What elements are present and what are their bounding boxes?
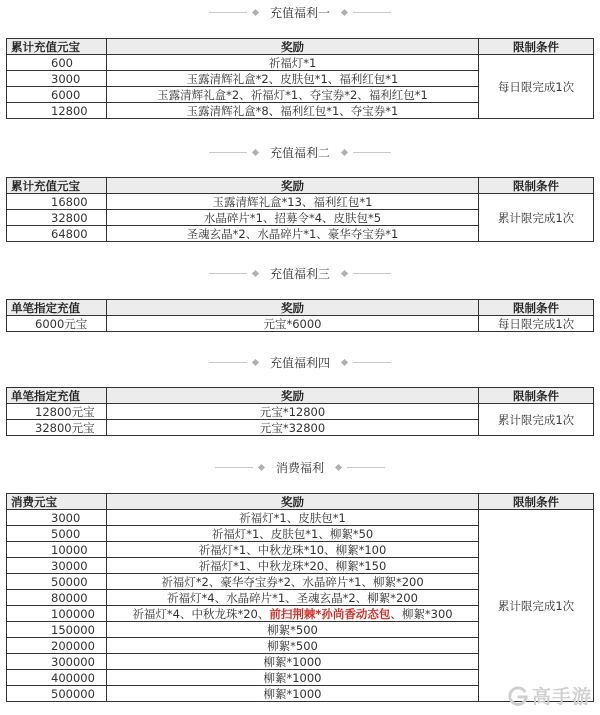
table-header: 累计充值元宝 奖励 限制条件 (7, 178, 594, 194)
table-header: 消费元宝 奖励 限制条件 (7, 494, 594, 510)
recharge-table-4 (6, 387, 594, 436)
table-row: 16800 玉露清辉礼盒*13、福利红包*1 累计限完成1次 (7, 194, 594, 210)
condition-cell: 每日限完成1次 (479, 55, 594, 119)
table-row: 400000 柳絮*1000 (7, 670, 594, 686)
table-row: 10000 祈福灯*1、中秋龙珠*10、柳絮*100 (7, 542, 594, 558)
table-row: 80000 祈福灯*4、水晶碎片*1、圣魂玄晶*2、柳絮*200 (7, 590, 594, 606)
recharge-table-1 (6, 38, 594, 119)
diamond-icon (335, 463, 342, 470)
diamond-icon (252, 8, 259, 15)
g-logo-icon (507, 685, 529, 707)
consume-table (6, 493, 594, 702)
table-row: 30000 祈福灯*1、中秋龙珠*20、柳絮*150 (7, 558, 594, 574)
table-row: 3000 玉露清辉礼盒*2、皮肤包*1、福利红包*1 (7, 71, 594, 87)
diamond-icon (258, 463, 265, 470)
diamond-icon (341, 148, 348, 155)
table-row: 100000 祈福灯*4、中秋龙珠*20、前扫荆棘*孙尚香动态包、柳絮*300 (7, 606, 594, 622)
recharge-table-3 (6, 299, 594, 332)
diamond-icon (341, 358, 348, 365)
table-row: 300000 柳絮*1000 (7, 654, 594, 670)
condition-cell: 累计限完成1次 (479, 510, 594, 702)
table-row: 12800元宝 元宝*12800 累计限完成1次 (7, 404, 594, 420)
table-row: 5000 祈福灯*1、皮肤包*1、柳絮*50 (7, 526, 594, 542)
table-row: 64800 圣魂玄晶*2、水晶碎片*1、豪华夺宝券*1 (7, 226, 594, 242)
table-row: 150000 柳絮*500 (7, 622, 594, 638)
section-title-3: 充值福利三 (0, 265, 600, 281)
table-row: 6000元宝 元宝*6000 每日限完成1次 (7, 316, 594, 332)
table-row: 600 祈福灯*1 每日限完成1次 (7, 55, 594, 71)
table-header: 单笔指定充值 奖励 限制条件 (7, 300, 594, 316)
watermark-logo: 高手游 (507, 682, 592, 709)
table-row: 3000 祈福灯*1、皮肤包*1 累计限完成1次 (7, 510, 594, 526)
table-row: 6000 玉露清辉礼盒*2、祈福灯*1、夺宝券*2、福利红包*1 (7, 87, 594, 103)
section-title-4: 充值福利四 (0, 354, 600, 370)
condition-cell: 累计限完成1次 (479, 404, 594, 436)
table-row: 32800元宝 元宝*32800 (7, 420, 594, 436)
diamond-icon (341, 8, 348, 15)
table-row: 12800 玉露清辉礼盒*8、福利红包*1、夺宝券*1 (7, 103, 594, 119)
highlight-reward: 前扫荆棘*孙尚香动态包 (269, 606, 391, 621)
diamond-icon (252, 269, 259, 276)
table-row: 32800 水晶碎片*1、招募令*4、皮肤包*5 (7, 210, 594, 226)
table-header: 累计充值元宝 奖励 限制条件 (7, 39, 594, 55)
condition-cell: 累计限完成1次 (479, 194, 594, 242)
recharge-table-2 (6, 177, 594, 242)
section-title-2: 充值福利二 (0, 144, 600, 160)
section-title-5: 消费福利 (0, 459, 600, 475)
condition-cell: 每日限完成1次 (479, 316, 594, 332)
section-title-1: 充值福利一 (0, 4, 600, 20)
table-row: 500000 柳絮*1000 (7, 686, 594, 702)
table-header: 单笔指定充值 奖励 限制条件 (7, 388, 594, 404)
table-row: 50000 祈福灯*2、豪华夺宝券*2、水晶碎片*1、柳絮*200 (7, 574, 594, 590)
diamond-icon (341, 269, 348, 276)
diamond-icon (252, 358, 259, 365)
table-row: 200000 柳絮*500 (7, 638, 594, 654)
diamond-icon (252, 148, 259, 155)
